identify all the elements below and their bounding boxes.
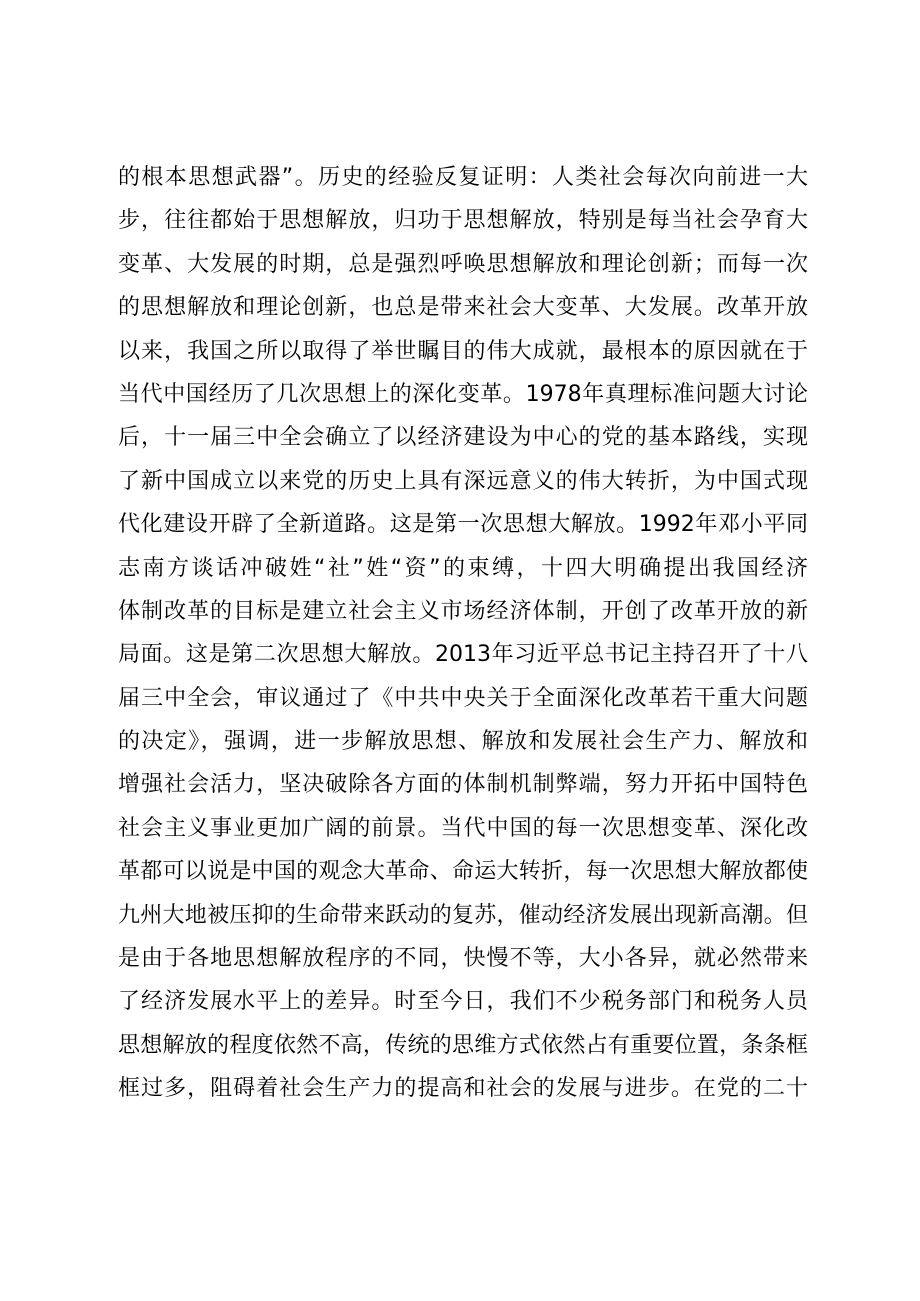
text-line-14: 的决定》，强调，进一步解放思想、解放和发展社会生产力、解放和: [118, 729, 808, 755]
text-line-5: 以来，我国之所以取得了举世瞩目的伟大成就，最根本的原因就在于: [118, 338, 808, 364]
text-line-1: 的根本思想武器”。历史的经验反复证明：人类社会每次向前进一大: [118, 165, 808, 190]
text-line-22: 框过多，阻碍着社会生产力的提高和社会的发展与进步。在党的二十: [118, 1076, 808, 1102]
text-line-15: 增强社会活力，坚决破除各方面的体制机制弊端，努力开拓中国特色: [118, 772, 808, 798]
text-line-3: 变革、大发展的时期，总是强烈呼唤思想解放和理论创新；而每一次: [118, 251, 808, 277]
text-line-16: 社会主义事业更加广阔的前景。当代中国的每一次思想变革、深化改: [118, 815, 808, 841]
body-paragraph: [118, 156, 808, 1111]
text-line-7: 后，十一届三中全会确立了以经济建设为中心的党的基本路线，实现: [118, 425, 808, 451]
text-line-2: 步，往往都始于思想解放，归功于思想解放，特别是每当社会孕育大: [118, 208, 808, 234]
text-line-8: 了新中国成立以来党的历史上具有深远意义的伟大转折，为中国式现: [118, 468, 808, 494]
text-line-12: 局面。这是第二次思想大解放。2013年习近平总书记主持召开了十八: [118, 642, 808, 668]
text-line-6: 当代中国经历了几次思想上的深化变革。1978年真理标准问题大讨论: [118, 381, 808, 407]
text-line-4: 的思想解放和理论创新，也总是带来社会大变革、大发展。改革开放: [118, 295, 808, 321]
text-line-18: 九州大地被压抑的生命带来跃动的复苏，催动经济发展出现新高潮。但: [118, 902, 808, 928]
text-line-20: 了经济发展水平上的差异。时至今日，我们不少税务部门和税务人员: [118, 989, 808, 1015]
text-line-21: 思想解放的程度依然不高，传统的思维方式依然占有重要位置，条条框: [118, 1032, 808, 1058]
text-line-17: 革都可以说是中国的观念大革命、命运大转折，每一次思想大解放都使: [118, 859, 808, 885]
text-line-10: 志南方谈话冲破姓“社”姓“资”的束缚，十四大明确提出我国经济: [118, 555, 808, 581]
text-line-19: 是由于各地思想解放程序的不同，快慢不等，大小各异，就必然带来: [118, 946, 808, 972]
text-line-13: 届三中全会，审议通过了《中共中央关于全面深化改革若干重大问题: [118, 685, 808, 711]
text-line-9: 代化建设开辟了全新道路。这是第一次思想大解放。1992年邓小平同: [118, 512, 808, 538]
text-line-11: 体制改革的目标是建立社会主义市场经济体制，开创了改革开放的新: [118, 598, 808, 624]
